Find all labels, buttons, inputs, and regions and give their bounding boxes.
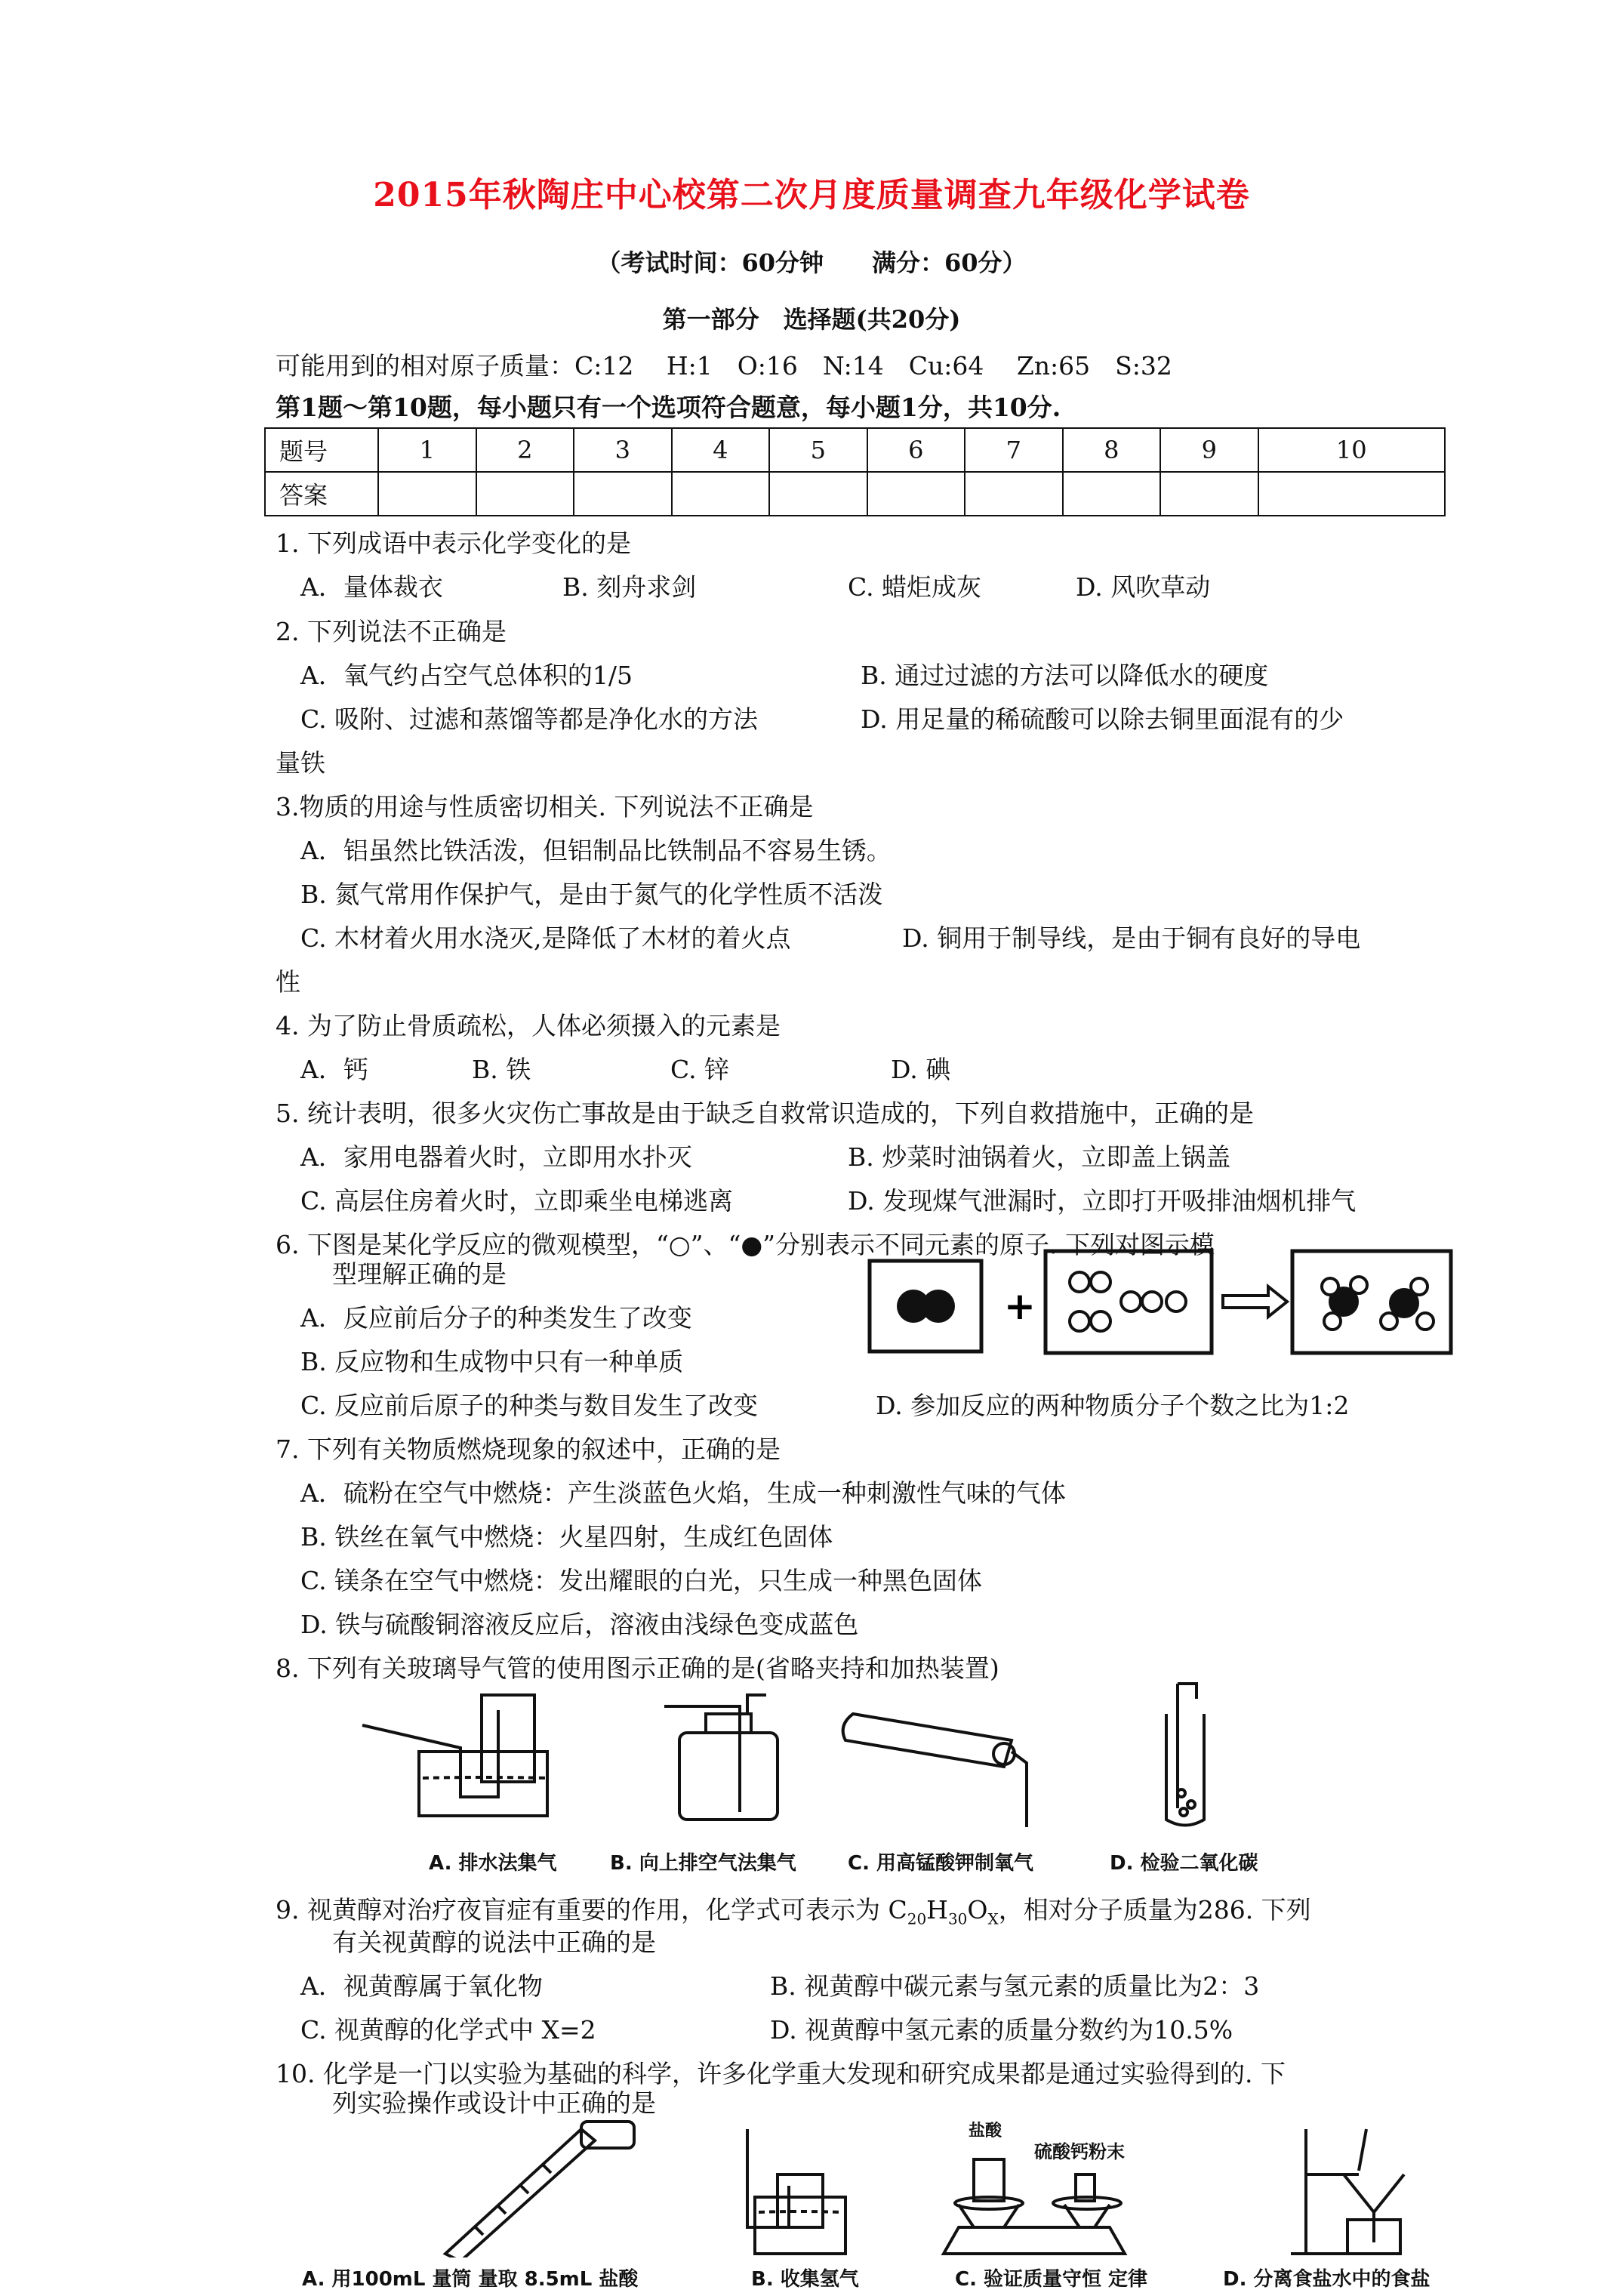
q10-label-hcl: 盐酸	[969, 2122, 1002, 2140]
answer-cell[interactable]	[1063, 472, 1161, 516]
q9-stem-cont: 有关视黄醇的说法中正确的是	[332, 1928, 656, 1957]
q4-option-c: C. 锌	[670, 1055, 730, 1084]
q3-option-d: D. 铜用于制导线，是由于铜有良好的导电	[902, 923, 1361, 953]
answer-cell[interactable]	[769, 472, 867, 516]
fig-b-collect-hydrogen	[747, 2129, 845, 2254]
white-molecules	[1070, 1272, 1186, 1331]
q6-stem-cont: 型理解正确的是	[332, 1259, 507, 1289]
q3-option-a: A．铝虽然比铁活泼，但铝制品比铁制品不容易生锈。	[300, 836, 892, 865]
q2-option-b: B. 通过过滤的方法可以降低水的硬度	[861, 661, 1269, 690]
q9-option-a: A．视黄醇属于氧化物	[300, 1971, 543, 2001]
q8-stem: 8. 下列有关玻璃导气管的使用图示正确的是(省略夹持和加热装置)	[276, 1653, 999, 1683]
atomic-masses: 可能用到的相对原子质量：C:12 H:1 O:16 N:14 Cu:64 Zn:65 S:32	[276, 351, 1172, 381]
q1-option-b: B. 刻舟求剑	[562, 572, 697, 602]
q5-stem: 5. 统计表明，很多火灾伤亡事故是由于缺乏自救常识造成的，下列自救措施中，正确的是	[276, 1099, 1254, 1128]
answer-cell[interactable]	[867, 472, 965, 516]
answer-cell[interactable]	[965, 472, 1063, 516]
q3-option-c: C. 木材着火用水浇灭,是降低了木材的着火点	[300, 923, 791, 953]
answer-cell[interactable]	[476, 472, 574, 516]
fig-d-test-tube	[1166, 1684, 1204, 1826]
q5-option-a: A．家用电器着火时，立即用水扑灭	[300, 1142, 692, 1172]
q9-option-d: D. 视黄醇中氢元素的质量分数约为10.5%	[770, 2015, 1233, 2045]
q3-stem: 3.物质的用途与性质密切相关. 下列说法不正确是	[276, 792, 814, 821]
q3-option-b: B. 氮气常用作保护气，是由于氮气的化学性质不活泼	[300, 880, 883, 909]
product-box	[1292, 1251, 1451, 1353]
q9-h: H	[926, 1895, 948, 1925]
reaction-model-diagram	[861, 1247, 1461, 1361]
answer-cell[interactable]	[1160, 472, 1258, 516]
fig-a-water-collection	[362, 1695, 547, 1816]
q5-option-c: C. 高层住房着火时，立即乘坐电梯逃离	[300, 1186, 734, 1216]
q1-option-a: A．量体裁衣	[300, 572, 443, 602]
product-molecules	[1322, 1277, 1434, 1330]
fig-a-measuring-cylinder	[445, 2122, 634, 2257]
plus-sign: +	[1004, 1284, 1036, 1328]
cell-num-9: 9	[1160, 428, 1258, 472]
q8-caption-d: D. 检验二氧化碳	[1110, 1852, 1258, 1875]
q6-stem: 6. 下图是某化学反应的微观模型，“○”、“●”分别表示不同元素的原子. 下列对图示模	[276, 1230, 1215, 1259]
q4-option-d: D. 碘	[891, 1055, 951, 1084]
q9-o-sub: X	[987, 1909, 999, 1928]
q2-option-a: A．氧气约占空气总体积的1/5	[300, 661, 633, 690]
q6-option-c: C. 反应前后原子的种类与数目发生了改变	[300, 1391, 759, 1420]
q9-o: O	[967, 1895, 988, 1925]
table-row-answers	[265, 472, 1445, 516]
cell-num-3: 3	[574, 428, 672, 472]
cell-num-6: 6	[867, 428, 965, 472]
cell-num-7: 7	[965, 428, 1063, 472]
q10-caption-c: C. 验证质量守恒 定律	[955, 2268, 1148, 2291]
q6-option-d: D. 参加反应的两种物质分子个数之比为1:2	[876, 1391, 1350, 1420]
q2-stem: 2. 下列说法不正确是	[276, 617, 507, 646]
cell-num-8: 8	[1063, 428, 1161, 472]
instruction: 第1题～第10题，每小题只有一个选项符合题意，每小题1分，共10分.	[276, 393, 1061, 422]
q1-stem: 1. 下列成语中表示化学变化的是	[276, 529, 631, 558]
fig-c-test-tube	[843, 1714, 1027, 1827]
q7-option-d: D. 铁与硫酸铜溶液反应后，溶液由浅绿色变成蓝色	[300, 1610, 859, 1639]
cell-num-4: 4	[672, 428, 770, 472]
q5-option-d: D. 发现煤气泄漏时，立即打开吸排油烟机排气	[848, 1186, 1357, 1216]
q3-option-d-cont: 性	[276, 967, 300, 997]
q10-label-powder: 硫酸钙粉末	[1034, 2141, 1125, 2162]
exam-info: （考试时间：60分钟 满分：60分）	[596, 248, 1027, 277]
answer-cell[interactable]	[378, 472, 476, 516]
q2-option-d-cont: 量铁	[276, 748, 325, 778]
fig-d-filtration	[1291, 2129, 1404, 2254]
q6-option-a: A．反应前后分子的种类发生了改变	[300, 1303, 692, 1333]
row-label-number: 题号	[265, 428, 378, 472]
q9-c-sub: 20	[907, 1909, 927, 1928]
q8-caption-c: C. 用高锰酸钾制氧气	[848, 1852, 1034, 1875]
q10-stem: 10. 化学是一门以实验为基础的科学，许多化学重大发现和研究成果都是通过实验得到的. 下	[276, 2059, 1286, 2088]
fig-b-air-collection	[664, 1695, 778, 1820]
q4-option-a: A．钙	[300, 1055, 368, 1084]
q6-option-b: B. 反应物和生成物中只有一种单质	[300, 1347, 684, 1376]
q7-option-c: C. 镁条在空气中燃烧：发出耀眼的白光，只生成一种黑色固体	[300, 1566, 983, 1595]
q1-option-d: D. 风吹草动	[1076, 572, 1211, 602]
arrow-icon	[1223, 1287, 1287, 1317]
black-molecule	[897, 1290, 955, 1323]
answer-cell[interactable]	[574, 472, 672, 516]
q9-h-sub: 30	[947, 1909, 968, 1928]
q10-caption-a: A. 用100mL 量筒 量取 8.5mL 盐酸	[302, 2268, 639, 2291]
page-title: 2015年秋陶庄中心校第二次月度质量调查九年级化学试卷	[373, 176, 1250, 214]
q7-option-a: A．硫粉在空气中燃烧：产生淡蓝色火焰，生成一种刺激性气味的气体	[300, 1478, 1066, 1508]
q9-stem-pre: 9. 视黄醇对治疗夜盲症有重要的作用，化学式可表示为 C	[276, 1895, 907, 1925]
q1-option-c: C. 蜡炬成灰	[848, 572, 982, 602]
q9-stem-post: ，相对分子质量为286. 下列	[998, 1895, 1311, 1925]
q9-option-b: B. 视黄醇中碳元素与氢元素的质量比为2：3	[770, 1971, 1260, 2001]
q8-caption-b: B. 向上排空气法集气	[610, 1852, 796, 1875]
answer-cell[interactable]	[1258, 472, 1446, 516]
q8-caption-a: A. 排水法集气	[429, 1852, 557, 1875]
q7-option-b: B. 铁丝在氧气中燃烧：火星四射，生成红色固体	[300, 1522, 833, 1552]
q9-option-c: C. 视黄醇的化学式中 X=2	[300, 2015, 596, 2045]
q10-stem-cont: 列实验操作或设计中正确的是	[332, 2088, 656, 2118]
row-label-answer: 答案	[265, 472, 378, 516]
fig-c-balance	[944, 2159, 1125, 2254]
q2-option-d: D. 用足量的稀硫酸可以除去铜里面混有的少	[861, 704, 1344, 734]
section-title: 第一部分 选择题(共20分)	[662, 305, 961, 334]
cell-num-5: 5	[769, 428, 867, 472]
q4-option-b: B. 铁	[472, 1055, 531, 1084]
q2-option-c: C. 吸附、过滤和蒸馏等都是净化水的方法	[300, 704, 759, 734]
q10-caption-d: D. 分离食盐水中的食盐	[1223, 2268, 1431, 2291]
glass-tube-figures	[347, 1680, 1321, 1842]
answer-table	[264, 427, 1446, 516]
answer-cell[interactable]	[672, 472, 770, 516]
cell-num-1: 1	[378, 428, 476, 472]
q10-caption-b: B. 收集氢气	[751, 2268, 859, 2291]
q5-option-b: B. 炒菜时油锅着火，立即盖上锅盖	[848, 1142, 1231, 1172]
q7-stem: 7. 下列有关物质燃烧现象的叙述中，正确的是	[276, 1435, 781, 1464]
cell-num-10: 10	[1258, 428, 1446, 472]
experiment-figures	[430, 2114, 1442, 2257]
cell-num-2: 2	[476, 428, 574, 472]
table-row-numbers	[265, 428, 1445, 472]
q4-stem: 4. 为了防止骨质疏松，人体必须摄入的元素是	[276, 1011, 781, 1040]
